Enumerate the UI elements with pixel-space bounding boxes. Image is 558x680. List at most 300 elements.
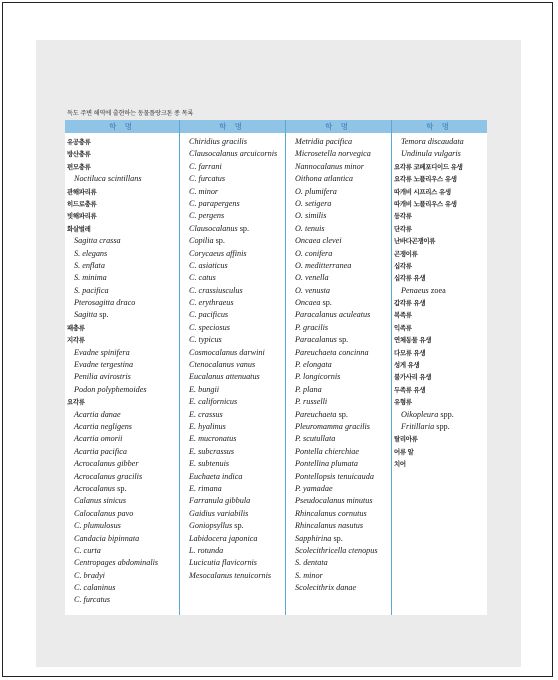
table-header [65, 120, 487, 133]
taxon-text: E. mucronatus [189, 434, 237, 444]
taxon-text: 따개비 노플리우스 유생 [394, 199, 457, 208]
taxon-text: Metridia pacifica [295, 137, 353, 146]
taxon-text: Nannocalanus minor [295, 161, 364, 171]
species-suffix: sp. [213, 236, 225, 246]
species-name [288, 508, 378, 520]
species-name [67, 409, 158, 421]
species-suffix: sp. [336, 409, 348, 419]
species-name [182, 471, 277, 483]
species-name [394, 421, 464, 433]
taxon-text: 지각류 [67, 336, 85, 345]
header-cell-4: 학 명 [426, 122, 452, 131]
species-name [288, 223, 378, 235]
taxon-text: E. californicus [189, 397, 238, 407]
taxon-text: Copilia [189, 236, 214, 246]
species-name [182, 186, 277, 198]
table-caption: 독도 주변 해역에 출현하는 동물플랑크톤 종 목록 [67, 110, 194, 117]
taxon-group-label [394, 458, 464, 470]
taxon-group-label [394, 235, 464, 247]
taxon-text: 익족류 [394, 323, 412, 332]
taxon-group-label [394, 446, 464, 458]
species-name [182, 371, 277, 383]
species-name [288, 297, 378, 309]
taxon-text: Noctiluca scintillans [74, 174, 142, 184]
species-name [182, 223, 277, 235]
taxon-text: S. pacifica [74, 285, 109, 295]
species-name [67, 594, 158, 606]
taxon-text: Eucalanus attenuatus [189, 372, 260, 382]
species-suffix: sp. [115, 483, 127, 493]
species-name [182, 285, 277, 297]
species-name [67, 260, 158, 272]
species-name [67, 471, 158, 483]
taxon-text: Acrocalanus gibber [74, 459, 139, 469]
taxon-text: Lucicutia flavicornis [189, 558, 257, 568]
taxon-group-label [394, 396, 464, 408]
taxon-group-label [394, 198, 464, 210]
species-name [182, 433, 277, 445]
species-name [67, 446, 158, 458]
taxon-text: 두족류 유생 [394, 385, 426, 394]
taxon-group-label [67, 223, 158, 235]
species-name [67, 371, 158, 383]
species-name [67, 309, 158, 321]
taxon-group-label [394, 223, 464, 235]
taxon-group-label [394, 186, 464, 198]
taxon-text: 편모충류 [67, 162, 91, 171]
column-divider [285, 120, 286, 615]
taxon-text: Mesocalanus tenuicornis [189, 570, 272, 580]
column-divider [179, 120, 180, 615]
taxon-text: Scolecithricella ctenopus [295, 545, 378, 555]
taxon-text: Farranula gibbula [189, 496, 251, 506]
species-name [288, 396, 378, 408]
species-name [182, 409, 277, 421]
taxon-text: S. enflata [74, 260, 105, 270]
species-name [182, 384, 277, 396]
species-name [67, 495, 158, 507]
taxon-text: E. subtenuis [189, 459, 230, 469]
species-name [288, 198, 378, 210]
taxon-text: Corycaeus affinis [189, 248, 247, 258]
taxon-text: Fritillaria [401, 421, 435, 431]
species-name [182, 495, 277, 507]
species-name [288, 458, 378, 470]
taxon-text: E. bungii [189, 384, 220, 394]
species-name [288, 285, 378, 297]
taxon-group-label [67, 148, 158, 160]
species-name [394, 409, 464, 421]
taxon-text: C. typicus [189, 335, 222, 345]
species-name [182, 198, 277, 210]
species-name [394, 285, 464, 297]
species-name [288, 235, 378, 247]
species-name [67, 557, 158, 569]
taxon-text: Evadne spinifera [74, 347, 130, 357]
taxon-text: Chiridius gracilis [189, 137, 248, 146]
taxon-text: S. minima [74, 273, 107, 283]
species-name [182, 297, 277, 309]
species-name [288, 433, 378, 445]
taxon-text: P. yamadae [295, 483, 333, 493]
taxon-text: E. hyalinus [189, 421, 226, 431]
taxon-text: 요각류 [67, 398, 85, 407]
taxon-group-label [394, 371, 464, 383]
header-cell-1: 학 명 [109, 122, 135, 131]
taxon-text: Temora discaudata [401, 137, 464, 146]
taxon-text: E. subcrassus [189, 446, 235, 456]
species-name [182, 570, 277, 582]
taxon-text: 탈리아류 [394, 435, 418, 444]
taxon-text: S. elegans [74, 248, 108, 258]
species-name [67, 458, 158, 470]
taxon-text: P. longicornis [295, 372, 341, 382]
species-name [67, 570, 158, 582]
taxon-text: C. crassiusculus [189, 285, 243, 295]
species-name [288, 495, 378, 507]
taxon-text: P. scutullata [295, 434, 336, 444]
species-name [182, 520, 277, 532]
species-name [288, 260, 378, 272]
taxon-group-label [394, 297, 464, 309]
taxon-text: Pterosagitta draco [74, 298, 136, 308]
taxon-text: C. parapergens [189, 198, 240, 208]
taxon-text: 성게 유생 [394, 361, 420, 370]
species-name [182, 173, 277, 185]
taxon-text: 곤쟁이류 [394, 249, 418, 258]
species-suffix: sp. [237, 223, 250, 233]
species-name [288, 148, 378, 160]
species-name [67, 173, 158, 185]
taxon-text: 방산충류 [67, 150, 91, 159]
species-name [182, 260, 277, 272]
species-name [67, 248, 158, 260]
species-name [288, 322, 378, 334]
taxon-group-label [394, 309, 464, 321]
taxon-group-label [394, 359, 464, 371]
species-name [182, 210, 277, 222]
species-name [394, 136, 464, 148]
taxon-text: Sagitta [74, 310, 98, 320]
species-name [182, 508, 277, 520]
column-3 [288, 136, 378, 594]
taxon-text: C. pacificus [189, 310, 229, 320]
species-suffix: sp. [97, 310, 109, 320]
taxon-text: Ctenocalanus vanus [189, 360, 256, 370]
taxon-text: Pseudocalanus minutus [295, 496, 373, 506]
taxon-text: Penaeus [401, 285, 429, 295]
taxon-text: Oncaea clevei [295, 236, 342, 246]
species-name [182, 136, 277, 148]
species-name [67, 533, 158, 545]
species-suffix: sp. [232, 521, 244, 531]
species-name [288, 359, 378, 371]
taxon-text: Acrocalanus [74, 483, 116, 493]
taxon-text: Centropages abdominalis [74, 558, 159, 568]
taxon-text: 패충류 [67, 323, 85, 332]
taxon-group-label [394, 248, 464, 260]
species-name [182, 458, 277, 470]
taxon-text: Sapphirina [295, 533, 332, 543]
taxon-text: 다모류 유생 [394, 348, 426, 357]
species-name [288, 520, 378, 532]
species-name [182, 533, 277, 545]
taxon-text: S. dentata [295, 558, 328, 568]
species-suffix: sp. [331, 533, 343, 543]
taxon-text: P. russelli [295, 397, 328, 407]
taxon-text: C. pergens [189, 211, 225, 221]
taxon-text: 화살벌레 [67, 224, 91, 233]
species-name [288, 334, 378, 346]
species-name [288, 371, 378, 383]
taxon-text: Cosmocalanus darwini [189, 347, 265, 357]
species-suffix: spp. [438, 409, 454, 419]
species-name [67, 285, 158, 297]
taxon-group-label [67, 322, 158, 334]
taxon-text: Acartia negligens [74, 421, 132, 431]
taxon-text: Labidocera japonica [189, 533, 258, 543]
taxon-text: Calanus sinicus [74, 496, 127, 506]
species-name [182, 148, 277, 160]
taxon-text: Rhincalanus cornutus [295, 508, 367, 518]
taxon-text: 치어 [394, 460, 406, 469]
species-name [67, 235, 158, 247]
taxon-text: Euchaeta indica [189, 471, 243, 481]
taxon-text: L. rotunda [189, 545, 224, 555]
species-name [288, 186, 378, 198]
taxon-text: O. meditterranea [295, 260, 352, 270]
species-name [182, 347, 277, 359]
taxon-text: 십각류 유생 [394, 274, 426, 283]
species-name [288, 272, 378, 284]
taxon-text: Gaidius variabilis [189, 508, 249, 518]
taxon-group-label [394, 334, 464, 346]
taxon-text: O. setigera [295, 198, 332, 208]
species-name [288, 421, 378, 433]
species-name [182, 421, 277, 433]
taxon-text: C. bradyi [74, 570, 105, 580]
species-name [182, 322, 277, 334]
species-name [67, 297, 158, 309]
species-name [182, 545, 277, 557]
taxon-text: O. conifera [295, 248, 333, 258]
taxon-text: Acartia danae [74, 409, 121, 419]
taxon-text: C. asiaticus [189, 260, 228, 270]
column-1 [67, 136, 158, 607]
species-name [288, 210, 378, 222]
taxon-group-label [394, 210, 464, 222]
taxon-text: 관해파리류 [67, 187, 97, 196]
taxon-text: 따개비 시프리스 유생 [394, 187, 451, 196]
taxon-text: C. speciosus [189, 322, 230, 332]
taxon-text: 히드로충류 [67, 199, 97, 208]
taxon-text: Scolecithrix danae [295, 583, 357, 593]
taxon-group-label [394, 322, 464, 334]
taxon-group-label [394, 384, 464, 396]
species-name [67, 347, 158, 359]
taxon-text: Oikopleura [401, 409, 439, 419]
species-name [67, 272, 158, 284]
taxon-group-label [394, 173, 464, 185]
taxon-text: Pontellopsis tenuicauda [295, 471, 374, 481]
taxon-text: Sagitta crassa [74, 236, 121, 246]
taxon-text: 요각류 코페포디이드 유생 [394, 162, 463, 171]
taxon-group-label [394, 347, 464, 359]
taxon-group-label [67, 136, 158, 148]
taxon-text: P. plana [295, 384, 322, 394]
taxon-text: E. crassus [189, 409, 223, 419]
taxon-text: C. plumulosus [74, 521, 121, 531]
species-name [182, 483, 277, 495]
taxon-text: Penilia avirostris [74, 372, 131, 382]
taxon-text: Acartia pacifica [74, 446, 127, 456]
taxon-text: 어류 알 [394, 447, 414, 456]
species-name [182, 235, 277, 247]
species-name [288, 409, 378, 421]
species-name [67, 582, 158, 594]
taxon-group-label [67, 161, 158, 173]
column-2 [182, 136, 277, 582]
taxon-text: Pareuchaeta [295, 409, 337, 419]
species-name [182, 557, 277, 569]
taxon-text: C. catus [189, 273, 216, 283]
column-4 [394, 136, 464, 471]
taxon-group-label [67, 334, 158, 346]
species-name [288, 384, 378, 396]
taxon-text: 등각류 [394, 212, 412, 221]
species-name [67, 545, 158, 557]
species-suffix: sp. [336, 335, 349, 345]
taxon-text: Podon polyphemoides [74, 384, 147, 394]
taxon-group-label [394, 161, 464, 173]
taxon-group-label [67, 396, 158, 408]
taxon-text: 요각류 노플리우스 유생 [394, 175, 457, 184]
taxon-text: O. plumifera [295, 186, 337, 196]
species-name [288, 347, 378, 359]
taxon-text: 유형류 [394, 398, 412, 407]
taxon-text: 십각류 [394, 261, 412, 270]
taxon-text: Acrocalanus gracilis [74, 471, 143, 481]
taxon-text: Undinula vulgaris [401, 149, 461, 159]
taxon-text: 난바다곤쟁이류 [394, 237, 436, 246]
column-divider [391, 120, 392, 615]
species-name [67, 483, 158, 495]
species-name [288, 309, 378, 321]
species-name [288, 471, 378, 483]
species-name [182, 248, 277, 260]
taxon-group-label [67, 186, 158, 198]
taxon-text: C. erythraeus [189, 298, 234, 308]
taxon-text: P. gracilis [295, 322, 329, 332]
taxon-text: Pontella chierchiae [295, 446, 360, 456]
species-name [288, 136, 378, 148]
species-name [182, 334, 277, 346]
species-name [67, 421, 158, 433]
taxon-text: P. elongata [295, 360, 332, 370]
taxon-text: Pontellina plumata [295, 459, 358, 469]
taxon-text: Oithona atlantica [295, 174, 353, 184]
species-name [288, 570, 378, 582]
taxon-text: 단각류 [394, 224, 412, 233]
species-name [288, 173, 378, 185]
taxon-text: Clausocalanus arcuicornis [189, 149, 278, 159]
species-name [67, 359, 158, 371]
taxon-group-label [394, 272, 464, 284]
taxon-text: 유공충류 [67, 138, 91, 146]
species-name [182, 446, 277, 458]
taxon-text: 연체동물 유생 [394, 336, 432, 345]
taxon-text: O. venusta [295, 285, 331, 295]
taxon-text: Microsetella norvegica [295, 149, 371, 159]
taxon-text: C. minor [189, 186, 219, 196]
species-name [288, 533, 378, 545]
taxon-text: Rhincalanus nasutus [295, 521, 364, 531]
species-name [67, 433, 158, 445]
species-name [288, 582, 378, 594]
taxon-text: C. furcatus [189, 174, 226, 184]
taxon-text: 불가사리 유생 [394, 373, 432, 382]
taxon-text: O. tenuis [295, 223, 325, 233]
species-table [65, 120, 487, 615]
taxon-text: Candacia bipinnata [74, 533, 140, 543]
taxon-group-label [67, 198, 158, 210]
header-cell-3: 학 명 [325, 122, 351, 131]
taxon-text: C. calaninus [74, 583, 116, 593]
species-suffix: sp. [320, 298, 332, 308]
taxon-text: Pleuromamma gracilis [295, 421, 370, 431]
taxon-text: Acartia omorii [74, 434, 123, 444]
taxon-text: C. farrani [189, 161, 222, 171]
taxon-text: Calocalanus pavo [74, 508, 134, 518]
species-name [182, 359, 277, 371]
taxon-text: C. furcatus [74, 595, 111, 605]
taxon-group-label [394, 260, 464, 272]
taxon-text: O. similis [295, 211, 327, 221]
taxon-text: 복족류 [394, 311, 412, 320]
species-name [288, 557, 378, 569]
taxon-text: 빗해파리류 [67, 212, 97, 221]
species-name [288, 161, 378, 173]
taxon-text: C. curta [74, 545, 101, 555]
species-suffix: spp. [434, 421, 450, 431]
species-name [182, 161, 277, 173]
species-name [67, 384, 158, 396]
species-name [288, 446, 378, 458]
species-name [288, 545, 378, 557]
species-name [394, 148, 464, 160]
header-cell-2: 학 명 [219, 122, 245, 131]
taxon-text: 갑각류 유생 [394, 299, 426, 308]
taxon-group-label [394, 433, 464, 445]
taxon-text: Pareuchaeta concinna [295, 347, 369, 357]
taxon-text: O. venella [295, 273, 329, 283]
taxon-text: Paracalanus [295, 335, 337, 345]
taxon-text: Evadne tergestina [74, 360, 134, 370]
taxon-text: Goniopsyllus [189, 521, 233, 531]
species-suffix: zoea [428, 285, 446, 295]
species-name [67, 508, 158, 520]
species-name [182, 309, 277, 321]
taxon-text: Clausocalanus [189, 223, 238, 233]
taxon-text: Oncaea [295, 298, 321, 308]
taxon-text: S. minor [295, 570, 323, 580]
species-name [182, 396, 277, 408]
taxon-text: Paracalanus aculeatus [295, 310, 371, 320]
species-name [182, 272, 277, 284]
species-name [67, 520, 158, 532]
species-name [288, 483, 378, 495]
species-name [288, 248, 378, 260]
